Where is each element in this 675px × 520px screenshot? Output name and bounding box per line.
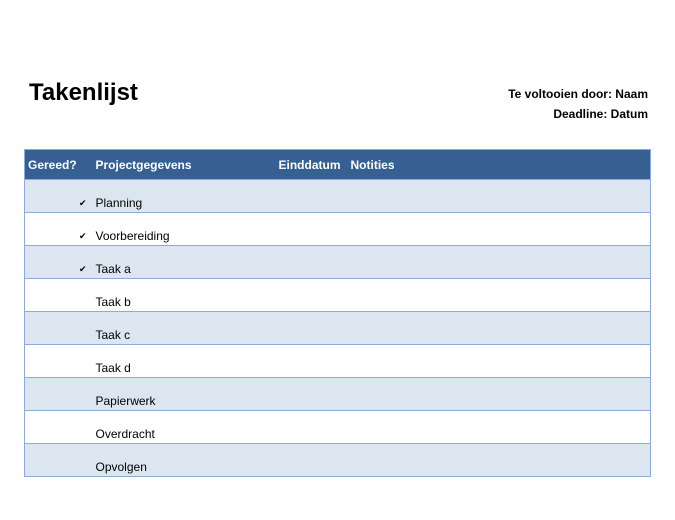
end-date-cell[interactable] bbox=[276, 279, 348, 312]
task-table bbox=[24, 149, 651, 477]
notes-cell[interactable] bbox=[348, 213, 651, 246]
notes-cell[interactable] bbox=[348, 312, 651, 345]
table-row bbox=[25, 312, 651, 345]
notes-cell[interactable] bbox=[348, 378, 651, 411]
done-cell[interactable] bbox=[25, 378, 93, 411]
table-row bbox=[25, 279, 651, 312]
header-row bbox=[25, 150, 651, 180]
done-cell[interactable] bbox=[25, 246, 93, 279]
project-cell[interactable]: Taak c bbox=[93, 312, 276, 345]
done-cell[interactable] bbox=[25, 213, 93, 246]
page-title: Takenlijst bbox=[29, 79, 138, 106]
notes-cell[interactable] bbox=[348, 180, 651, 213]
table-row bbox=[25, 345, 651, 378]
table-row bbox=[25, 246, 651, 279]
column-header-done[interactable]: Gereed? bbox=[25, 150, 93, 180]
done-cell[interactable] bbox=[25, 411, 93, 444]
table-row bbox=[25, 213, 651, 246]
project-cell[interactable]: Planning bbox=[93, 180, 276, 213]
notes-cell[interactable] bbox=[348, 345, 651, 378]
table-header bbox=[25, 150, 651, 180]
project-cell[interactable]: Papierwerk bbox=[93, 378, 276, 411]
project-cell[interactable]: Overdracht bbox=[93, 411, 276, 444]
done-cell[interactable] bbox=[25, 180, 93, 213]
table-row bbox=[25, 444, 651, 477]
column-header-notes[interactable]: Notities bbox=[348, 150, 651, 180]
notes-cell[interactable] bbox=[348, 444, 651, 477]
table-row bbox=[25, 378, 651, 411]
completed-by-label: Te voltooien door: Naam bbox=[508, 87, 648, 101]
table-body bbox=[25, 180, 651, 477]
end-date-cell[interactable] bbox=[276, 345, 348, 378]
check-icon: ✔ bbox=[78, 264, 87, 274]
project-cell[interactable]: Voorbereiding bbox=[93, 213, 276, 246]
done-cell[interactable] bbox=[25, 312, 93, 345]
end-date-cell[interactable] bbox=[276, 411, 348, 444]
end-date-cell[interactable] bbox=[276, 312, 348, 345]
column-header-project[interactable]: Projectgegevens bbox=[93, 150, 276, 180]
end-date-cell[interactable] bbox=[276, 378, 348, 411]
end-date-cell[interactable] bbox=[276, 213, 348, 246]
done-cell[interactable] bbox=[25, 444, 93, 477]
check-icon: ✔ bbox=[78, 231, 87, 241]
project-cell[interactable]: Opvolgen bbox=[93, 444, 276, 477]
notes-cell[interactable] bbox=[348, 279, 651, 312]
end-date-cell[interactable] bbox=[276, 246, 348, 279]
column-header-end-date[interactable]: Einddatum bbox=[276, 150, 348, 180]
end-date-cell[interactable] bbox=[276, 444, 348, 477]
table-row bbox=[25, 411, 651, 444]
check-icon: ✔ bbox=[78, 198, 87, 208]
notes-cell[interactable] bbox=[348, 246, 651, 279]
project-cell[interactable]: Taak d bbox=[93, 345, 276, 378]
project-cell[interactable]: Taak a bbox=[93, 246, 276, 279]
end-date-cell[interactable] bbox=[276, 180, 348, 213]
project-cell[interactable]: Taak b bbox=[93, 279, 276, 312]
notes-cell[interactable] bbox=[348, 411, 651, 444]
done-cell[interactable] bbox=[25, 279, 93, 312]
deadline-label: Deadline: Datum bbox=[553, 107, 648, 121]
done-cell[interactable] bbox=[25, 345, 93, 378]
table-row bbox=[25, 180, 651, 213]
